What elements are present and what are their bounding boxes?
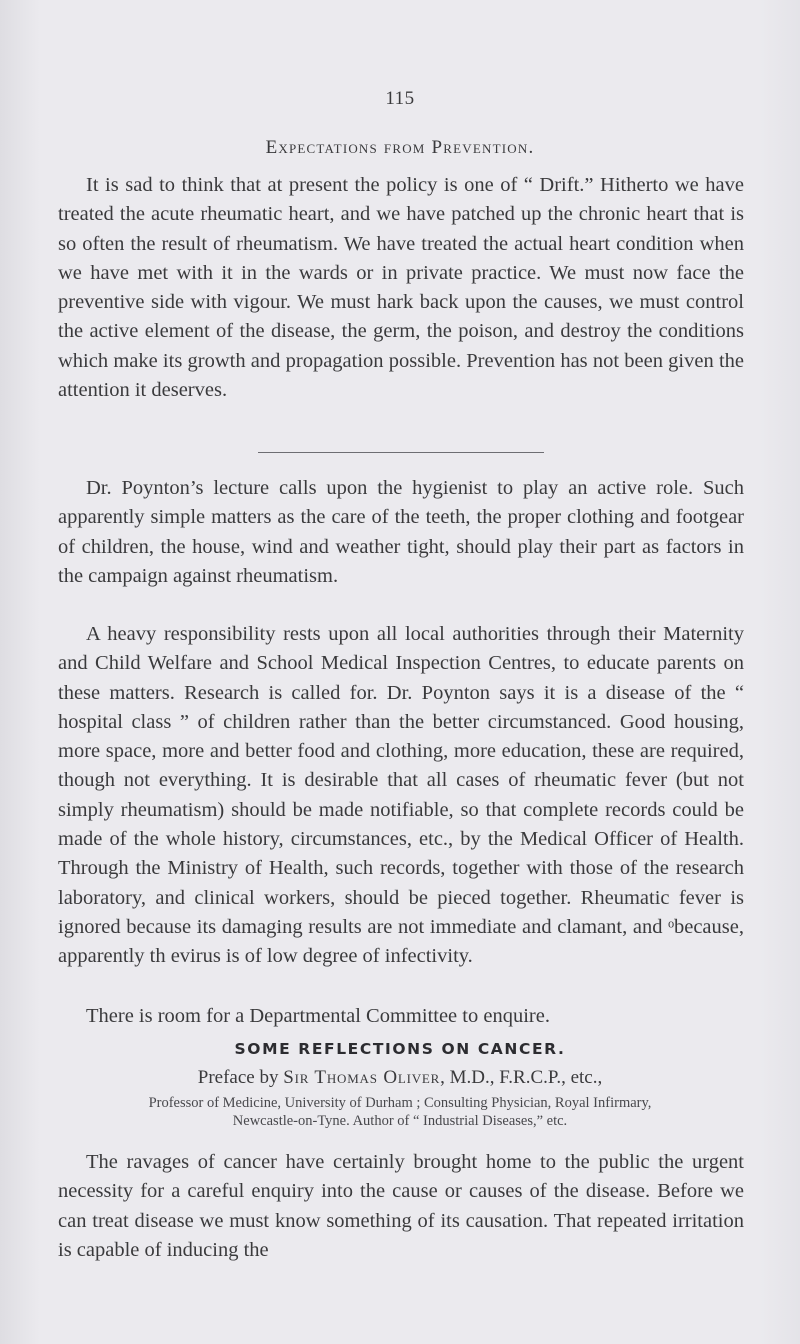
- paragraph-cancer-ravages: The ravages of cancer have certainly brought home to the public the urgent necessity for a careful enquiry into the cause or causes of the disease. Before we can treat disease we must know something of its causation. That repeated irritation is capable of inducing the: [58, 1151, 744, 1261]
- preface-suffix: , M.D., F.R.C.P., etc.,: [440, 1067, 603, 1088]
- author-affiliation: Professor of Medicine, University of Durham ; Consulting Physician, Royal Infirmary, Newcastle-on-Tyne. Author of “ Industrial Diseases,” etc.: [148, 1095, 652, 1129]
- page-number: 115: [385, 88, 415, 109]
- preface-author-name: Sir Thomas Oliver: [283, 1067, 441, 1088]
- paragraph-drift: It is sad to think that at present the policy is one of “ Drift.” Hitherto we have treated the acute rheumatic heart, and we have patched up the chronic heart that is so often the result of rheumatism. We have treated the actual heart condition when we have met with it in the wards or in private practice. We must now face the preventive side with vigour. We must hark back upon the causes, we must control the active element of the disease, the germ, the poison, and destroy the conditions which make its growth and propagation possible. Prevention has not been given the attention it deserves.: [58, 174, 744, 402]
- paragraph-responsibility: A heavy responsibility rests upon all local authorities through their Maternity and Child Welfare and School Medical Inspection Centres, to educate parents on these matters. Research is called for. Dr. Poynton says it is a disease of the “ hospital class ” of children rather than the better circumstanced. Good housing, more space, more and better food and clothing, more education, these are required, though not everything. It is desirable that all cases of rheumatic fever (but not simply rheumatism) should be made notifiable, so that complete records could be made of the whole history, circumstances, etc., by the Medical Officer of Health. Through the Ministry of Health, such records, together with those of the research laboratory, and clinical workers, should be pieced together. Rheumatic fever is ignored because its damaging results are not immediate and clamant, and ᵒbecause, apparently th evirus is of low degree of infectivity.: [58, 623, 744, 968]
- section-divider: [258, 452, 544, 453]
- preface-prefix: Preface by: [197, 1067, 284, 1088]
- cancer-section-heading: SOME REFLECTIONS ON CANCER.: [234, 1040, 566, 1058]
- section-heading: Expectations from Prevention.: [265, 137, 535, 158]
- paragraph-poynton-lecture: Dr. Poynton’s lecture calls upon the hygienist to play an active role. Such apparently simple matters as the care of the teeth, the proper clothing and footgear of children, the house, wind and weather tight, should play their part as factors in the campaign against rheumatism.: [58, 477, 744, 587]
- preface-line: [0, 1067, 800, 1089]
- paragraph-departmental-committee: There is room for a Departmental Committee to enquire.: [86, 1005, 550, 1027]
